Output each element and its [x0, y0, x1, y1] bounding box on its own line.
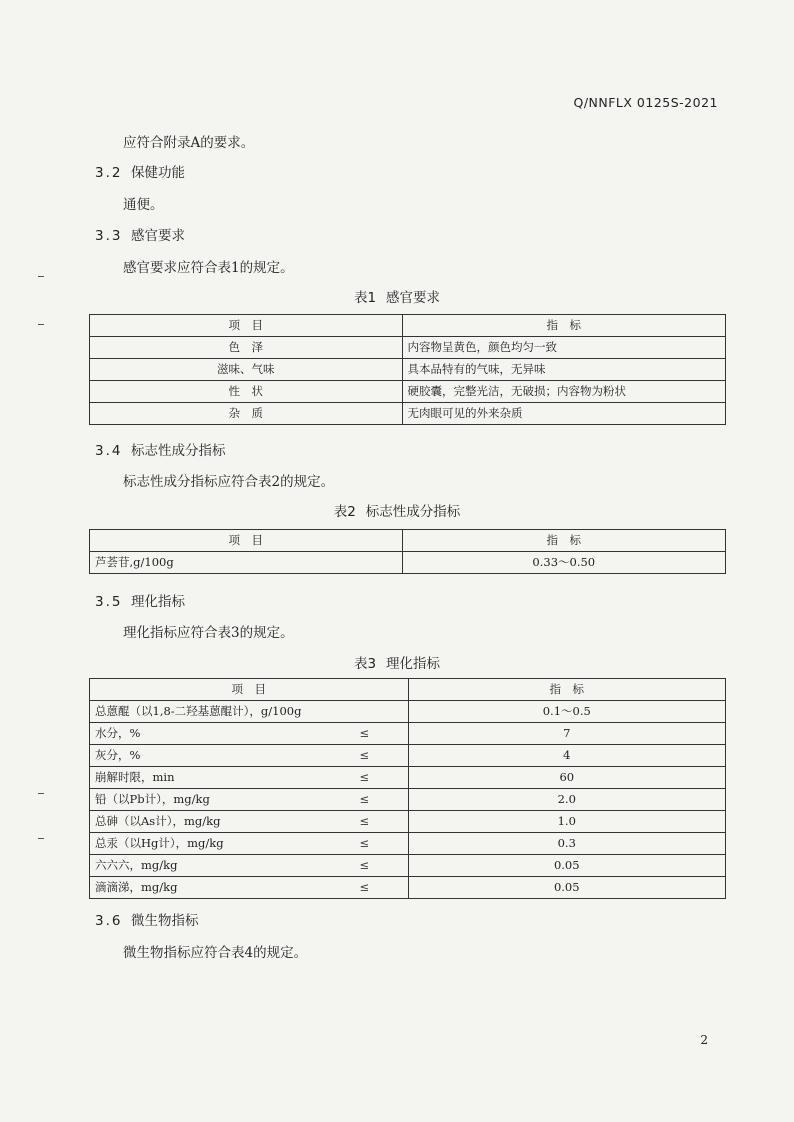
section-text: 通便。 [123, 197, 164, 213]
intro-paragraph: 应符合附录A的要求。 [123, 135, 255, 151]
table-row [90, 833, 726, 855]
table-cell: ≤ [321, 833, 408, 855]
section-heading [95, 590, 185, 610]
table1-caption [0, 286, 794, 306]
table-cell: 内容物呈黄色，颜色均匀一致 [402, 337, 726, 359]
section-heading [95, 224, 185, 244]
table-cell [321, 701, 408, 723]
table1-sensory [89, 314, 726, 425]
section-heading [95, 161, 185, 181]
table-header-cell: 指 标 [402, 315, 726, 337]
table-cell: 崩解时限，min [90, 767, 322, 789]
table-caption-title: 标志性成分指标 [365, 504, 461, 520]
table-cell: 色 泽 [90, 337, 403, 359]
margin-mark [38, 276, 44, 277]
table-caption-number: 表3 [353, 656, 377, 672]
table-header-cell: 项 目 [90, 530, 403, 552]
table-cell: 滴滴涕，mg/kg [90, 877, 322, 899]
table-cell: 0.1～0.5 [408, 701, 725, 723]
table-cell: 总汞（以Hg计），mg/kg [90, 833, 322, 855]
section-heading [95, 909, 199, 929]
table-cell: 2.0 [408, 789, 725, 811]
section-text: 标志性成分指标应符合表2的规定。 [123, 474, 335, 490]
table-cell: 杂 质 [90, 403, 403, 425]
table3-physicochemical [89, 678, 726, 899]
section-text: 理化指标应符合表3的规定。 [123, 625, 294, 641]
table-row [90, 811, 726, 833]
section-title: 微生物指标 [131, 913, 199, 929]
table-cell: 1.0 [408, 811, 725, 833]
table-header-row [90, 530, 726, 552]
table-header-cell: 指 标 [408, 679, 725, 701]
table-cell: 六六六，mg/kg [90, 855, 322, 877]
table-cell: 总蒽醌（以1,8-二羟基蒽醌计），g/100g [90, 701, 322, 723]
table-row [90, 855, 726, 877]
table-cell: 4 [408, 745, 725, 767]
table-row [90, 337, 726, 359]
section-number: 3.6 [95, 913, 123, 929]
table-caption-title: 理化指标 [386, 656, 441, 672]
table-row [90, 767, 726, 789]
table-cell: 7 [408, 723, 725, 745]
table-cell: ≤ [321, 767, 408, 789]
table-cell: 滋味、气味 [90, 359, 403, 381]
table-cell: 60 [408, 767, 725, 789]
standard-number: Q/NNFLX 0125S-2021 [573, 95, 718, 110]
table-header-row [90, 679, 726, 701]
table-cell: 总砷（以As计），mg/kg [90, 811, 322, 833]
table-caption-title: 感官要求 [386, 290, 441, 306]
table-row [90, 745, 726, 767]
margin-mark [38, 793, 44, 794]
table-cell: 铅（以Pb计），mg/kg [90, 789, 322, 811]
table-header-cell: 指 标 [402, 530, 725, 552]
margin-mark [38, 324, 44, 325]
section-text: 微生物指标应符合表4的规定。 [123, 945, 308, 961]
table-cell: 0.3 [408, 833, 725, 855]
table-cell: 性 状 [90, 381, 403, 403]
table-caption-number: 表2 [333, 504, 356, 520]
table-row [90, 359, 726, 381]
table-row [90, 701, 726, 723]
table-row [90, 552, 726, 574]
section-text: 感官要求应符合表1的规定。 [123, 260, 294, 276]
table-cell: 0.05 [408, 877, 725, 899]
page-number: 2 [700, 1033, 708, 1047]
section-number: 3.2 [95, 165, 123, 181]
section-heading [95, 439, 226, 459]
table-cell: 0.05 [408, 855, 725, 877]
table-cell: ≤ [321, 789, 408, 811]
table-cell: 灰分，% [90, 745, 322, 767]
section-number: 3.5 [95, 594, 123, 610]
section-number: 3.3 [95, 228, 123, 244]
section-title: 理化指标 [131, 594, 185, 610]
table-row [90, 403, 726, 425]
table-cell: ≤ [321, 723, 408, 745]
table-cell: 硬胶囊，完整光洁，无破损；内容物为粉状 [402, 381, 726, 403]
section-title: 标志性成分指标 [131, 443, 226, 459]
table-cell: 水分，% [90, 723, 322, 745]
table2-caption [0, 500, 794, 520]
table-cell: 无肉眼可见的外来杂质 [402, 403, 726, 425]
section-number: 3.4 [95, 443, 123, 459]
table-cell: 0.33～0.50 [402, 552, 725, 574]
table3-caption [0, 652, 794, 672]
section-title: 保健功能 [131, 165, 185, 181]
section-title: 感官要求 [131, 228, 185, 244]
table-row [90, 723, 726, 745]
table-header-row [90, 315, 726, 337]
table-header-cell: 项 目 [90, 315, 403, 337]
table-row [90, 877, 726, 899]
table-row [90, 381, 726, 403]
table-cell: 芦荟苷,g/100g [90, 552, 403, 574]
table-cell: 具本品特有的气味，无异味 [402, 359, 726, 381]
margin-mark [38, 838, 44, 839]
table-caption-number: 表1 [353, 290, 377, 306]
table-header-cell: 项 目 [90, 679, 409, 701]
table-cell: ≤ [321, 877, 408, 899]
table2-marker-components [89, 529, 726, 574]
table-cell: ≤ [321, 855, 408, 877]
table-row [90, 789, 726, 811]
table-cell: ≤ [321, 811, 408, 833]
table-cell: ≤ [321, 745, 408, 767]
